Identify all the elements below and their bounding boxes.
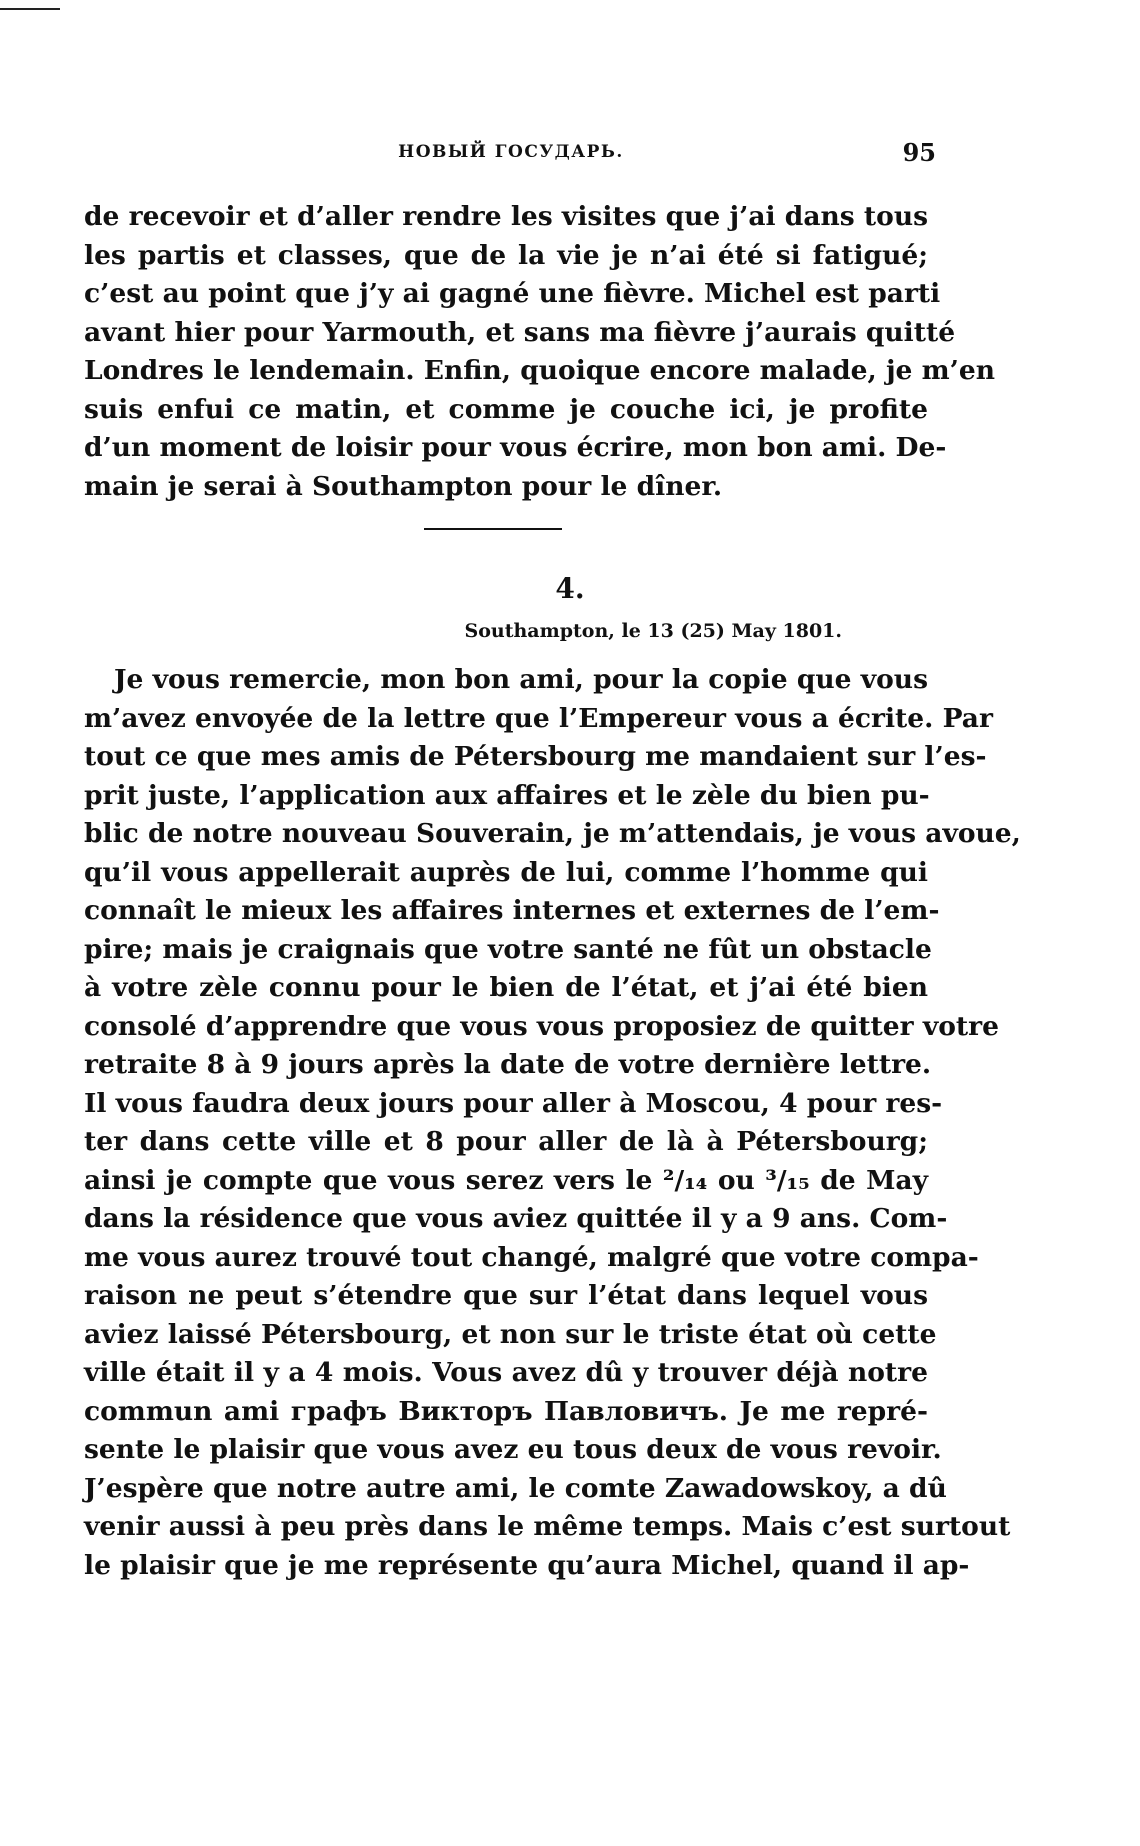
text-line: ter dans cette ville et 8 pour aller de là à Pétersbourg; xyxy=(84,1126,928,1157)
text-line: Je vous remercie, mon bon ami, pour la copie que vous xyxy=(114,664,928,695)
text-line: Londres le lendemain. Enfin, quoique encore malade, je m’en xyxy=(84,355,996,386)
text-line: aviez laissé Pétersbourg, et non sur le triste état où cette xyxy=(84,1318,937,1350)
text-line: Il vous faudra deux jours pour aller à Moscou, 4 pour res- xyxy=(84,1087,943,1119)
text-line: blic de notre nouveau Souverain, je m’attendais, je vous avoue, xyxy=(84,818,1021,849)
text-line: consolé d’apprendre que vous vous proposiez de quitter votre xyxy=(84,1010,999,1042)
text-line: m’avez envoyée de la lettre que l’Empereur vous a écrite. Par xyxy=(84,702,993,734)
running-head xyxy=(86,134,936,174)
text-line: avant hier pour Yarmouth, et sans ma fièvre j’aurais quitté xyxy=(84,316,956,348)
text-line: raison ne peut s’étendre que sur l’état dans lequel vous xyxy=(84,1280,928,1311)
text-line: les partis et classes, que de la vie je n’ai été si fatigué; xyxy=(84,239,928,271)
text-line: suis enfui ce matin, et comme je couche ici, je profite xyxy=(84,393,928,425)
section-separator-rule xyxy=(424,528,562,530)
continuation-paragraph xyxy=(84,198,996,506)
letter-number: 4. xyxy=(555,572,585,605)
text-line: ainsi je compte que vous serez vers le ²/₁₄ ou ³/₁₅ de May xyxy=(84,1164,928,1196)
text-line: retraite 8 à 9 jours après la date de votre dernière lettre. xyxy=(84,1049,932,1080)
text-line: commun ami графъ Викторъ Павловичъ. Je me repré- xyxy=(84,1395,928,1427)
text-line: le plaisir que je me représente qu’aura Michel, quand il ap- xyxy=(84,1549,970,1581)
text-line: connaît le mieux les affaires internes et externes de l’em- xyxy=(84,895,940,926)
text-line: à votre zèle connu pour le bien de l’état, et j’ai été bien xyxy=(84,972,928,1003)
text-line: pire; mais je craignais que votre santé ne fût un obstacle xyxy=(84,933,932,965)
text-line: sente le plaisir que vous avez eu tous deux de vous revoir. xyxy=(84,1434,942,1465)
page-corner-mark xyxy=(0,8,60,10)
letter-dateline: Southampton, le 13 (25) May 1801. xyxy=(464,620,842,642)
text-line: dans la résidence que vous aviez quittée il y a 9 ans. Com- xyxy=(84,1203,948,1234)
text-line: c’est au point que j’y ai gagné une fièvre. Michel est parti xyxy=(84,278,941,309)
running-title: НОВЫЙ ГОСУДАРЬ. xyxy=(398,142,624,162)
page-number: 95 xyxy=(902,138,936,167)
letter-paragraph xyxy=(84,661,1021,1585)
text-line: main je serai à Southampton pour le dîner. xyxy=(84,470,723,502)
text-line: d’un moment de loisir pour vous écrire, mon bon ami. De- xyxy=(84,432,947,463)
text-line: de recevoir et d’aller rendre les visites que j’ai dans tous xyxy=(84,201,929,232)
text-line: ville était il y a 4 mois. Vous avez dû y trouver déjà notre xyxy=(84,1357,928,1388)
text-line: qu’il vous appellerait auprès de lui, comme l’homme qui xyxy=(84,856,928,888)
text-line: me vous aurez trouvé tout changé, malgré que votre compa- xyxy=(84,1241,979,1273)
text-line: venir aussi à peu près dans le même temps. Mais c’est surtout xyxy=(84,1511,1011,1542)
text-line: J’espère que notre autre ami, le comte Zawadowskoy, a dû xyxy=(84,1472,947,1504)
text-line: prit juste, l’application aux affaires et le zèle du bien pu- xyxy=(84,779,930,811)
text-line: tout ce que mes amis de Pétersbourg me mandaient sur l’es- xyxy=(84,741,987,772)
